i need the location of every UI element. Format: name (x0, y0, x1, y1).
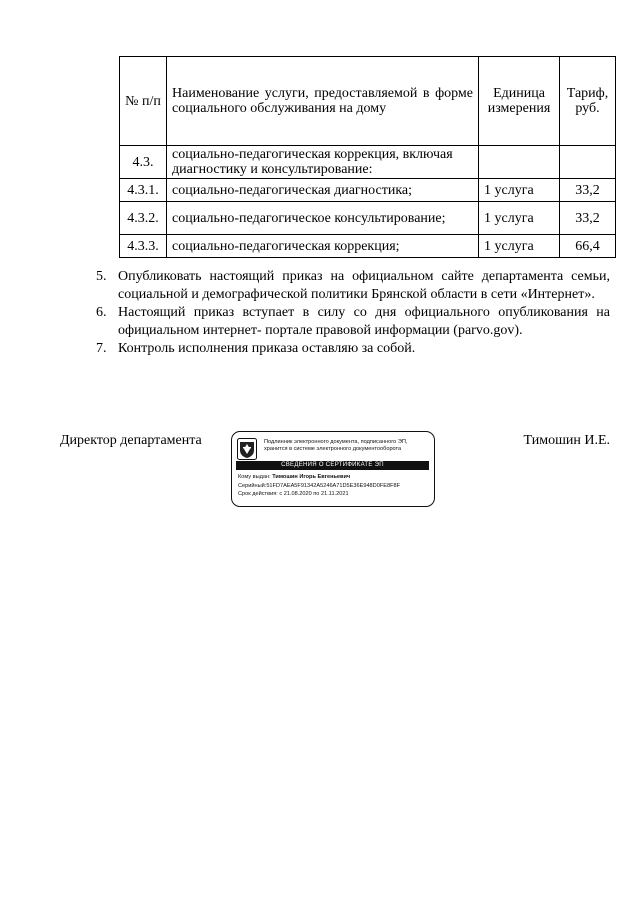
list-item (96, 304, 610, 340)
list-item (96, 340, 610, 358)
row-name: социально-педагогическая диагностика; (167, 179, 479, 202)
row-name: социально-педагогическая коррекция; (167, 235, 479, 258)
row-tariff (560, 146, 616, 179)
stamp-issued-row (238, 473, 430, 482)
signatory-name: Тимошин И.Е. (523, 433, 610, 448)
list-item-text: Контроль исполнения приказа оставляю за собой. (118, 341, 416, 356)
row-tariff: 33,2 (560, 202, 616, 235)
list-item-number: 6. (96, 305, 107, 320)
stamp-cert-header: СВЕДЕНИЯ О СЕРТИФИКАТЕ ЭП (236, 461, 429, 470)
row-unit: 1 услуга (479, 179, 560, 202)
table-row (120, 179, 616, 202)
list-item (96, 268, 610, 304)
row-num: 4.3.3. (120, 235, 167, 258)
list-item-text: Настоящий приказ вступает в силу со дня официального опубликования на официальном интернет- портале правовой информации (parvo.gov). (118, 305, 610, 338)
header-num: № п/п (120, 57, 167, 146)
row-unit (479, 146, 560, 179)
table-header-row (120, 57, 616, 146)
stamp-issued-to: Тимошин Игорь Евгеньевич (272, 474, 351, 480)
stamp-valid-row (238, 490, 430, 499)
stamp-issued-label: Кому выдан: (238, 474, 271, 480)
table-row (120, 235, 616, 258)
coat-of-arms-icon (237, 438, 257, 460)
row-tariff: 66,4 (560, 235, 616, 258)
stamp-serial-label: Серийный: (238, 482, 267, 489)
header-unit: Единица измерения (479, 57, 560, 146)
row-tariff: 33,2 (560, 179, 616, 202)
list-item-number: 5. (96, 269, 107, 284)
stamp-note: Подлинник электронного документа, подписанного ЭП, хранится в системе электронного документооборота (264, 439, 408, 452)
numbered-list (96, 268, 610, 358)
stamp-valid-label: Срок действия: (238, 491, 278, 497)
stamp-serial: 51FD7AEA5F91342A5246A71D5E36E948D0FE8F8F (266, 482, 401, 489)
row-unit: 1 услуга (479, 202, 560, 235)
stamp-valid: с 21.08.2020 по 21.11.2021 (279, 491, 349, 497)
header-tariff: Тариф, руб. (560, 57, 616, 146)
row-unit: 1 услуга (479, 235, 560, 258)
stamp-cert-info (238, 473, 430, 499)
stamp-serial-row (238, 482, 430, 491)
row-name: социально-педагогическое консультирование; (167, 202, 479, 235)
table-row (120, 202, 616, 235)
row-num: 4.3. (120, 146, 167, 179)
row-name: социально-педагогическая коррекция, включая диагностику и консультирование: (167, 146, 479, 179)
signatory-position: Директор департамента (60, 433, 202, 448)
header-name: Наименование услуги, предоставляемой в форме социального обслуживания на дому (167, 57, 479, 146)
row-num: 4.3.2. (120, 202, 167, 235)
table-row (120, 146, 616, 179)
row-num: 4.3.1. (120, 179, 167, 202)
e-signature-stamp (231, 431, 435, 507)
list-item-text: Опубликовать настоящий приказ на официальном сайте департамента семьи, социальной и демографической политики Брянской области в сети «Интернет». (118, 269, 610, 302)
tariff-table (119, 56, 616, 258)
list-item-number: 7. (96, 341, 107, 356)
